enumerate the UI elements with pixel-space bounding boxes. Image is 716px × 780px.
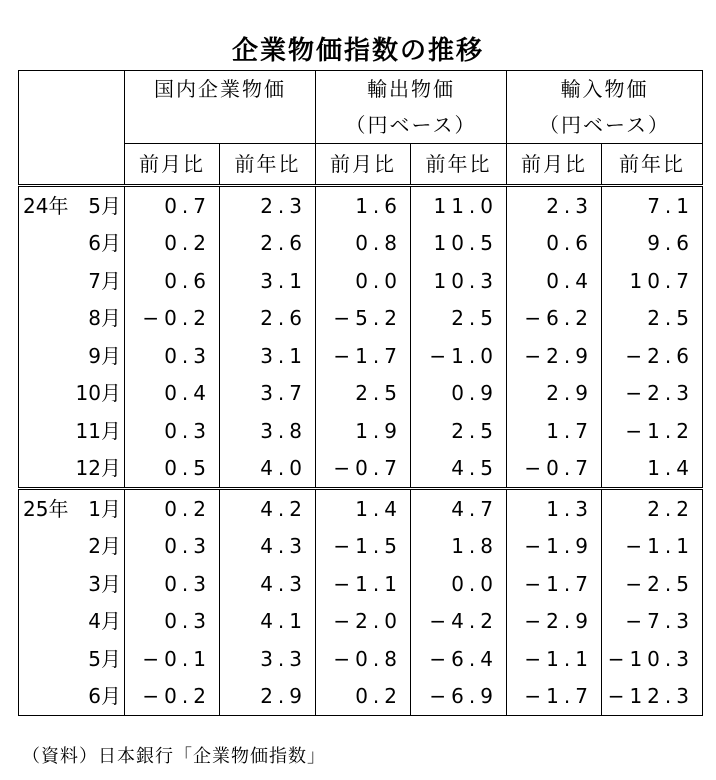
cell-d-yoy: 3.7 [220,375,316,413]
cell-e-mom: 0.0 [316,262,411,300]
cell-e-mom: 1.9 [316,412,411,450]
table-row [19,678,703,716]
row-label [19,300,125,338]
cell-d-yoy: 4.0 [220,450,316,489]
cell-i-mom: 0.4 [507,262,602,300]
cell-i-yoy: −12.3 [602,678,703,716]
table-row [19,412,703,450]
row-label [19,603,125,641]
cell-e-yoy: 0.0 [411,565,507,603]
corner-cell-bottom [19,144,125,186]
row-year: 25年 [23,496,69,521]
cell-i-yoy: −1.1 [602,528,703,566]
row-month: 12月 [75,456,121,481]
table-title: 企業物価指数の推移 [231,36,484,66]
header-export-mom: 前月比 [316,144,411,186]
cell-d-yoy: 3.1 [220,337,316,375]
cell-i-mom: 2.9 [507,375,602,413]
row-month: 5月 [88,193,121,218]
cell-d-yoy: 4.3 [220,528,316,566]
cell-e-yoy: −6.9 [411,678,507,716]
cell-e-mom: 1.4 [316,489,411,528]
cell-e-yoy: 1.8 [411,528,507,566]
cell-e-yoy: 4.7 [411,489,507,528]
table-row [19,565,703,603]
cell-d-yoy: 2.9 [220,678,316,716]
header-import: 輸入物価 [507,71,703,108]
table-row [19,489,703,528]
cell-d-mom: 0.3 [125,412,220,450]
row-month: 10月 [75,381,121,406]
row-label [19,337,125,375]
table-row [19,186,703,225]
row-year: 24年 [23,193,69,218]
cell-i-yoy: −1.2 [602,412,703,450]
cell-i-mom: −1.7 [507,678,602,716]
row-label [19,640,125,678]
cell-d-mom: −0.2 [125,678,220,716]
header-import-mom: 前月比 [507,144,602,186]
cell-e-yoy: 2.5 [411,300,507,338]
cell-d-mom: −0.2 [125,300,220,338]
cell-i-mom: −1.1 [507,640,602,678]
row-label [19,678,125,716]
cell-d-yoy: 3.1 [220,262,316,300]
row-month: 6月 [88,684,121,709]
table-body [19,186,703,716]
cell-i-yoy: −2.5 [602,565,703,603]
cell-i-mom: 1.3 [507,489,602,528]
cell-d-mom: 0.6 [125,262,220,300]
cell-d-mom: 0.7 [125,186,220,225]
cell-d-mom: 0.2 [125,489,220,528]
cell-e-mom: 0.8 [316,225,411,263]
row-label [19,225,125,263]
cell-i-yoy: 9.6 [602,225,703,263]
corner-cell [19,71,125,144]
row-label [19,450,125,489]
cell-i-mom: 0.6 [507,225,602,263]
cell-e-mom: 1.6 [316,186,411,225]
cell-i-yoy: 2.5 [602,300,703,338]
cell-e-mom: −1.5 [316,528,411,566]
row-month: 9月 [88,343,121,368]
cell-d-mom: 0.2 [125,225,220,263]
header-export-yen-basis: （円ベース） [316,107,507,144]
cell-d-yoy: 4.2 [220,489,316,528]
row-month: 3月 [88,571,121,596]
cell-i-yoy: −2.6 [602,337,703,375]
row-month: 11月 [75,418,121,443]
cell-e-mom: −1.7 [316,337,411,375]
table-row [19,262,703,300]
header-domestic: 国内企業物価 [125,71,316,108]
row-month: 8月 [88,306,121,331]
cell-i-yoy: −10.3 [602,640,703,678]
cell-e-yoy: 4.5 [411,450,507,489]
cell-d-yoy: 2.6 [220,300,316,338]
header-import-yen-basis: （円ベース） [507,107,703,144]
cell-d-yoy: 2.3 [220,186,316,225]
row-month: 7月 [88,268,121,293]
cell-e-mom: −0.7 [316,450,411,489]
cell-d-mom: 0.3 [125,337,220,375]
cell-e-yoy: −4.2 [411,603,507,641]
cell-d-yoy: 2.6 [220,225,316,263]
cell-e-yoy: 0.9 [411,375,507,413]
cell-d-mom: 0.4 [125,375,220,413]
cell-i-mom: 1.7 [507,412,602,450]
cell-i-mom: −2.9 [507,337,602,375]
cell-d-yoy: 4.3 [220,565,316,603]
cell-i-yoy: 1.4 [602,450,703,489]
row-label [19,528,125,566]
table-row [19,337,703,375]
cell-i-yoy: −7.3 [602,603,703,641]
row-label [19,262,125,300]
cell-i-mom: −2.9 [507,603,602,641]
table-row [19,375,703,413]
row-month: 2月 [88,534,121,559]
cell-i-yoy: 10.7 [602,262,703,300]
table-row [19,528,703,566]
cell-d-mom: 0.5 [125,450,220,489]
cell-d-yoy: 4.1 [220,603,316,641]
cell-i-mom: −6.2 [507,300,602,338]
cell-e-yoy: 2.5 [411,412,507,450]
source-note: （資料）日本銀行「企業物価指数」 [22,746,326,767]
row-label [19,412,125,450]
cell-i-yoy: −2.3 [602,375,703,413]
price-index-table [18,70,703,716]
cell-e-yoy: −1.0 [411,337,507,375]
cell-e-mom: −1.1 [316,565,411,603]
cell-i-yoy: 2.2 [602,489,703,528]
cell-d-mom: 0.3 [125,565,220,603]
header-domestic-mom: 前月比 [125,144,220,186]
cell-d-mom: 0.3 [125,603,220,641]
cell-e-mom: −0.8 [316,640,411,678]
row-month: 5月 [88,646,121,671]
cell-e-mom: 0.2 [316,678,411,716]
cell-e-mom: −5.2 [316,300,411,338]
table-row [19,300,703,338]
cell-e-mom: 2.5 [316,375,411,413]
cell-i-mom: 2.3 [507,186,602,225]
cell-i-mom: −1.9 [507,528,602,566]
cell-e-mom: −2.0 [316,603,411,641]
header-import-yoy: 前年比 [602,144,703,186]
table-row [19,640,703,678]
row-month: 4月 [88,609,121,634]
cell-i-mom: −0.7 [507,450,602,489]
header-export: 輸出物価 [316,71,507,108]
header-export-yoy: 前年比 [411,144,507,186]
row-month: 1月 [88,496,121,521]
cell-e-yoy: −6.4 [411,640,507,678]
cell-d-yoy: 3.8 [220,412,316,450]
cell-e-yoy: 11.0 [411,186,507,225]
table-row [19,603,703,641]
header-domestic-yoy: 前年比 [220,144,316,186]
table-row [19,225,703,263]
row-label [19,565,125,603]
header-domestic-sub [125,107,316,144]
row-month: 6月 [88,231,121,256]
cell-e-yoy: 10.5 [411,225,507,263]
table-row [19,450,703,489]
cell-i-mom: −1.7 [507,565,602,603]
cell-d-yoy: 3.3 [220,640,316,678]
cell-i-yoy: 7.1 [602,186,703,225]
cell-e-yoy: 10.3 [411,262,507,300]
cell-d-mom: −0.1 [125,640,220,678]
row-label [19,375,125,413]
row-label [19,186,125,225]
cell-d-mom: 0.3 [125,528,220,566]
row-label [19,489,125,528]
